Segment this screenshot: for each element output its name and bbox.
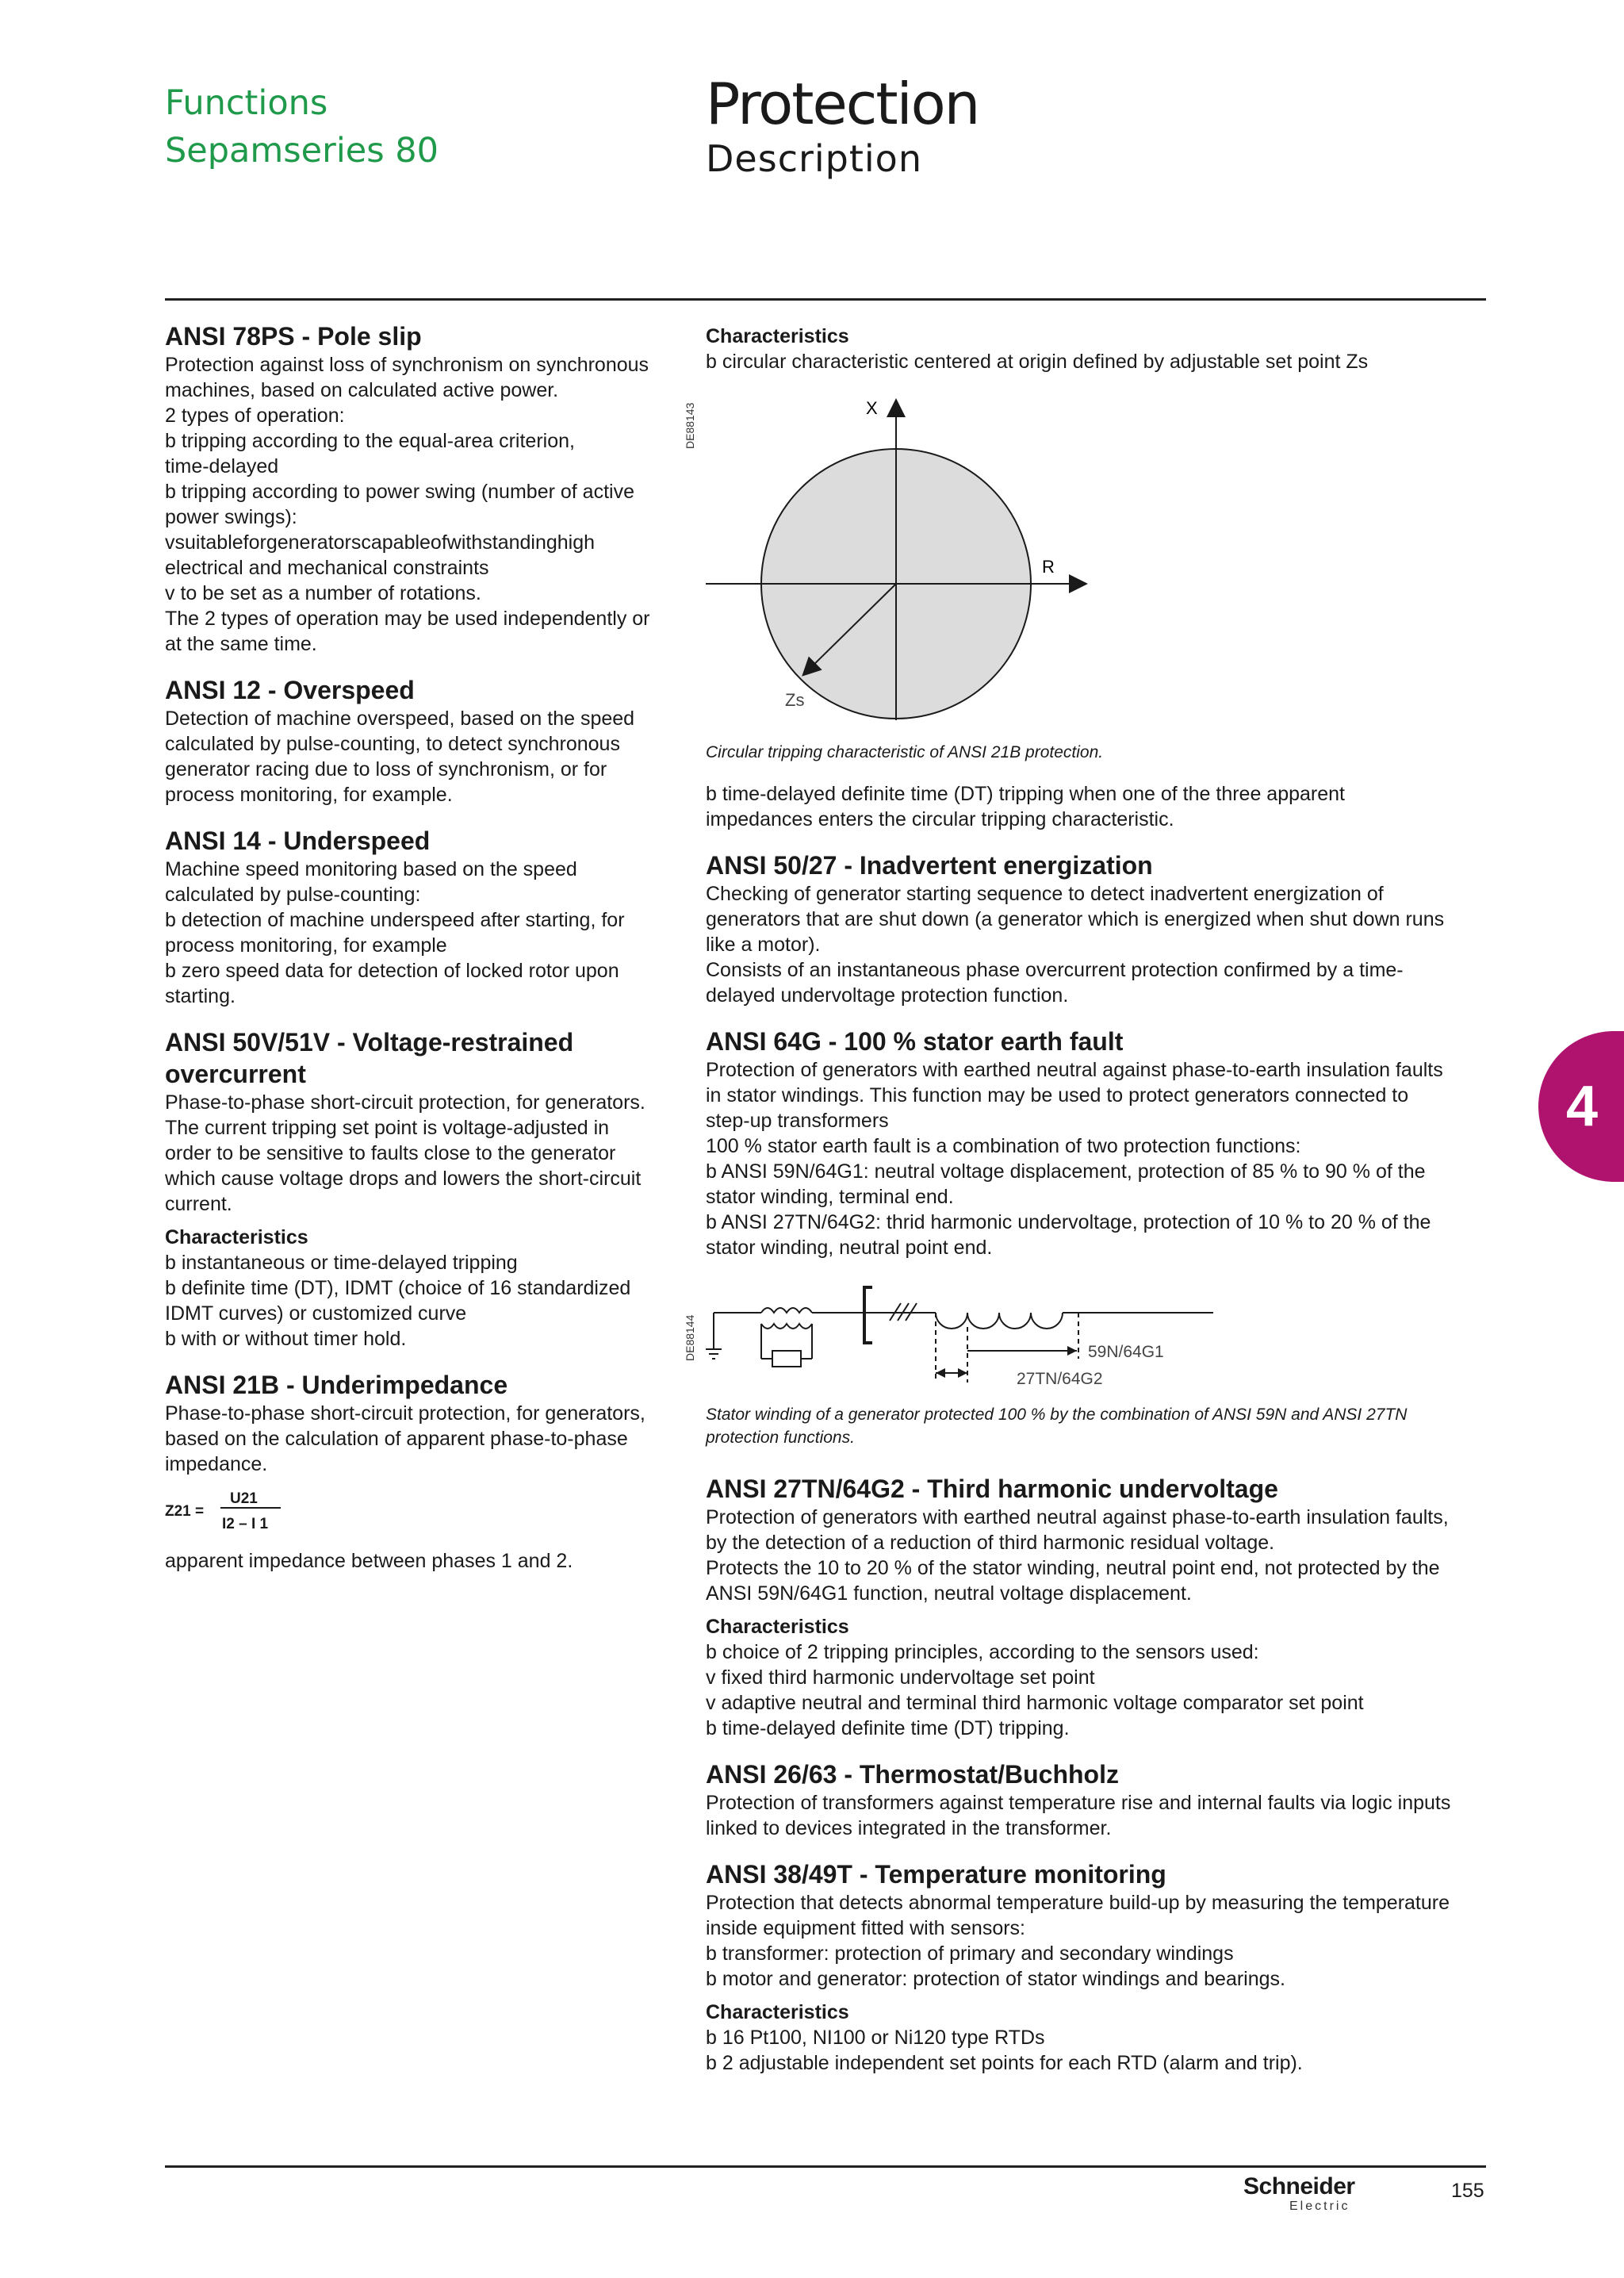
text-line: vsuitableforgeneratorscapableofwithstandinghigh [165,531,596,554]
resistor [772,1351,801,1367]
text-line: impedances enters the circular tripping characteristic. [706,808,1174,830]
figure-1-caption: Circular tripping characteristic of ANSI 21B protection. [706,743,1104,761]
label-59n: 59N/64G1 [1088,1343,1164,1361]
text-line: v to be set as a number of rotations. [165,582,481,604]
text-line: by the detection of a reduction of third harmonic residual voltage. [706,1532,1275,1554]
temperature-monitoring-body [706,1890,1491,1992]
text-line: The current tripping set point is voltage-adjusted in [165,1117,610,1139]
text-line: b with or without timer hold. [165,1328,407,1350]
text-line: electrical and mechanical constraints [165,557,489,579]
text-line: Protection that detects abnormal temperature build-up by measuring the temperature [706,1892,1450,1914]
text-line: b choice of 2 tripping principles, according to the sensors used: [706,1641,1259,1663]
text-line: Protection of generators with earthed neutral against phase-to-earth insulation faults [706,1059,1443,1081]
underimpedance-body [165,1401,680,1477]
text-line: process monitoring, for example [165,934,447,957]
text-line: impedance. [165,1453,268,1475]
text-line: b tripping according to power swing (number of active [165,481,634,503]
label-27tn: 27TN/64G2 [1017,1370,1103,1388]
text-line: 100 % stator earth fault is a combination of two protection functions: [706,1135,1301,1157]
text-line: inside equipment fitted with sensors: [706,1917,1025,1939]
stator-earth-fault-body [706,1057,1491,1260]
text-line: b ANSI 59N/64G1: neutral voltage displacement, protection of 85 % to 90 % of the [706,1160,1426,1183]
impedance-note: apparent impedance between phases 1 and 2. [165,1550,573,1572]
text-line: Phase-to-phase short-circuit protection, for generators. [165,1091,645,1114]
formula-lhs: Z21 = [165,1503,205,1520]
text-line: like a motor). [706,934,821,956]
text-line: v fixed third harmonic undervoltage set point [706,1666,1095,1689]
formula-numerator: U21 [230,1490,258,1507]
temperature-monitoring-title: ANSI 38/49T - Temperature monitoring [706,1860,1166,1889]
text-line: b tripping according to the equal-area criterion, [165,430,575,452]
text-line: Protection of generators with earthed neutral against phase-to-earth insulation faults, [706,1506,1449,1528]
label-zs: Zs [785,690,805,710]
text-line: current. [165,1193,232,1215]
temperature-monitoring-characteristics [706,2025,1491,2076]
text-line: Detection of machine overspeed, based on the speed [165,708,635,730]
text-line: Consists of an instantaneous phase overcurrent protection confirmed by a time- [706,959,1404,981]
section-label [165,79,439,174]
underspeed-body [165,857,680,1009]
voltage-restrained-characteristics [165,1250,680,1352]
voltage-restrained-title-1: ANSI 50V/51V - Voltage-restrained [165,1028,574,1057]
schneider-logo: Schneider [1243,2173,1355,2199]
text-line: b time-delayed definite time (DT) tripping when one of the three apparent [706,783,1346,805]
formula-denominator: I2 – I 1 [222,1516,269,1532]
page-title: Protection [706,71,979,137]
third-harmonic-body [706,1505,1491,1606]
footer-divider [165,2165,1486,2168]
text-line: process monitoring, for example. [165,784,453,806]
transformer-primary [761,1308,812,1313]
impedance-formula [165,1477,680,1540]
text-line: b time-delayed definite time (DT) tripping. [706,1717,1070,1739]
pole-slip-body [165,352,680,657]
text-line: b motor and generator: protection of stator windings and bearings. [706,1968,1285,1990]
page-number: 155 [1451,2180,1484,2202]
stator-winding [936,1313,1063,1329]
text-line: b definite time (DT), IDMT (choice of 16 standardized [165,1277,631,1299]
third-harmonic-title: ANSI 27TN/64G2 - Third harmonic undervoltage [706,1475,1278,1503]
text-line: step-up transformers [706,1110,889,1132]
stator-earth-fault-title: ANSI 64G - 100 % stator earth fault [706,1027,1124,1056]
figure-code-2: DE88144 [684,1314,696,1361]
pole-slip-title: ANSI 78PS - Pole slip [165,322,422,351]
text-line: based on the calculation of apparent phase-to-phase [165,1428,628,1450]
characteristics-heading: Characteristics [706,2001,849,2023]
label-r: R [1042,557,1055,577]
text-line: 2 types of operation: [165,405,345,427]
characteristics-heading: Characteristics [706,325,849,347]
chapter-tab[interactable]: 4 [1538,1031,1624,1182]
text-line: b 16 Pt100, NI100 or Ni120 type RTDs [706,2027,1045,2049]
text-line: b detection of machine underspeed after starting, for [165,909,625,931]
text-line: calculated by pulse-counting, to detect synchronous [165,733,620,755]
voltage-restrained-body [165,1090,680,1217]
inadvertent-energization-title: ANSI 50/27 - Inadvertent energization [706,851,1153,880]
schneider-logo-sub: Electric [1289,2199,1350,2213]
label-x: X [866,398,878,418]
text-line: machines, based on calculated active power. [165,379,559,401]
text-line: time-delayed [165,455,279,477]
text-line: calculated by pulse-counting: [165,884,421,906]
text-line: generators that are shut down (a generator which is energized when shut down runs [706,908,1445,930]
section-line-1: Functions [165,83,328,123]
text-line: which cause voltage drops and lowers the short-circuit [165,1168,642,1190]
text-line: stator winding, terminal end. [706,1186,954,1208]
overspeed-body [165,706,680,807]
thermostat-title: ANSI 26/63 - Thermostat/Buchholz [706,1760,1119,1789]
text-line: in stator windings. This function may be used to protect generators connected to [706,1084,1409,1106]
text-line: generator racing due to loss of synchronism, or for [165,758,607,780]
left-column [165,320,680,1574]
characteristics-heading: Characteristics [165,1226,308,1248]
figure-2-caption [706,1403,1491,1449]
fraction-bar [220,1507,281,1509]
text-line: linked to devices integrated in the transformer. [706,1817,1112,1839]
figure-code-1: DE88143 [684,402,696,449]
right-column [706,324,1491,2076]
text-line: The 2 types of operation may be used independently or [165,608,650,630]
text-line: v adaptive neutral and terminal third harmonic voltage comparator set point [706,1692,1364,1714]
text-line: Checking of generator starting sequence to detect inadvertent energization of [706,883,1384,905]
text-line: b transformer: protection of primary and secondary windings [706,1942,1234,1965]
text-line: stator winding, neutral point end. [706,1237,993,1259]
text-line: at the same time. [165,633,317,655]
overspeed-title: ANSI 12 - Overspeed [165,676,415,704]
text-line: order to be sensitive to faults close to the generator [165,1142,616,1164]
voltage-restrained-title-2: overcurrent [165,1060,306,1088]
thermostat-body [706,1790,1491,1841]
caption-line: Stator winding of a generator protected 100 % by the combination of ANSI 59N and ANSI 27TN [706,1406,1408,1424]
text-line: power swings): [165,506,297,528]
transformer-secondary [761,1324,812,1329]
text-line: Phase-to-phase short-circuit protection, for generators, [165,1402,645,1425]
text-line: b zero speed data for detection of locked rotor upon [165,960,619,982]
text-line: b instantaneous or time-delayed tripping [165,1252,518,1274]
text-line: delayed undervoltage protection function. [706,984,1069,1007]
underimpedance-title: ANSI 21B - Underimpedance [165,1371,508,1399]
section-line-2: Sepamseries 80 [165,131,439,171]
text-line: b ANSI 27TN/64G2: thrid harmonic undervoltage, protection of 10 % to 20 % of the [706,1211,1431,1233]
caption-line: protection functions. [706,1429,855,1447]
third-harmonic-characteristics [706,1639,1491,1741]
text-line: IDMT curves) or customized curve [165,1302,467,1325]
page-subtitle: Description [706,137,922,180]
text-line: b 2 adjustable independent set points for each RTD (alarm and trip). [706,2052,1303,2074]
circular-characteristic-diagram [706,379,1118,728]
text-line: Machine speed monitoring based on the speed [165,858,577,880]
text-line: b circular characteristic centered at origin defined by adjustable set point Zs [706,351,1369,373]
inadvertent-energization-body [706,881,1491,1008]
underspeed-title: ANSI 14 - Underspeed [165,826,431,855]
terminal-bracket [864,1287,872,1343]
text-line: Protection of transformers against temperature rise and internal faults via logic inputs [706,1792,1451,1814]
text-line: Protects the 10 to 20 % of the stator winding, neutral point end, not protected by the [706,1557,1440,1579]
characteristics-heading: Characteristics [706,1616,849,1638]
text-line: starting. [165,985,236,1007]
text-line: Protection against loss of synchronism on synchronous [165,354,649,376]
text-line: ANSI 59N/64G1 function, neutral voltage displacement. [706,1582,1192,1605]
header-divider [165,298,1486,301]
stator-winding-diagram [706,1271,1229,1390]
